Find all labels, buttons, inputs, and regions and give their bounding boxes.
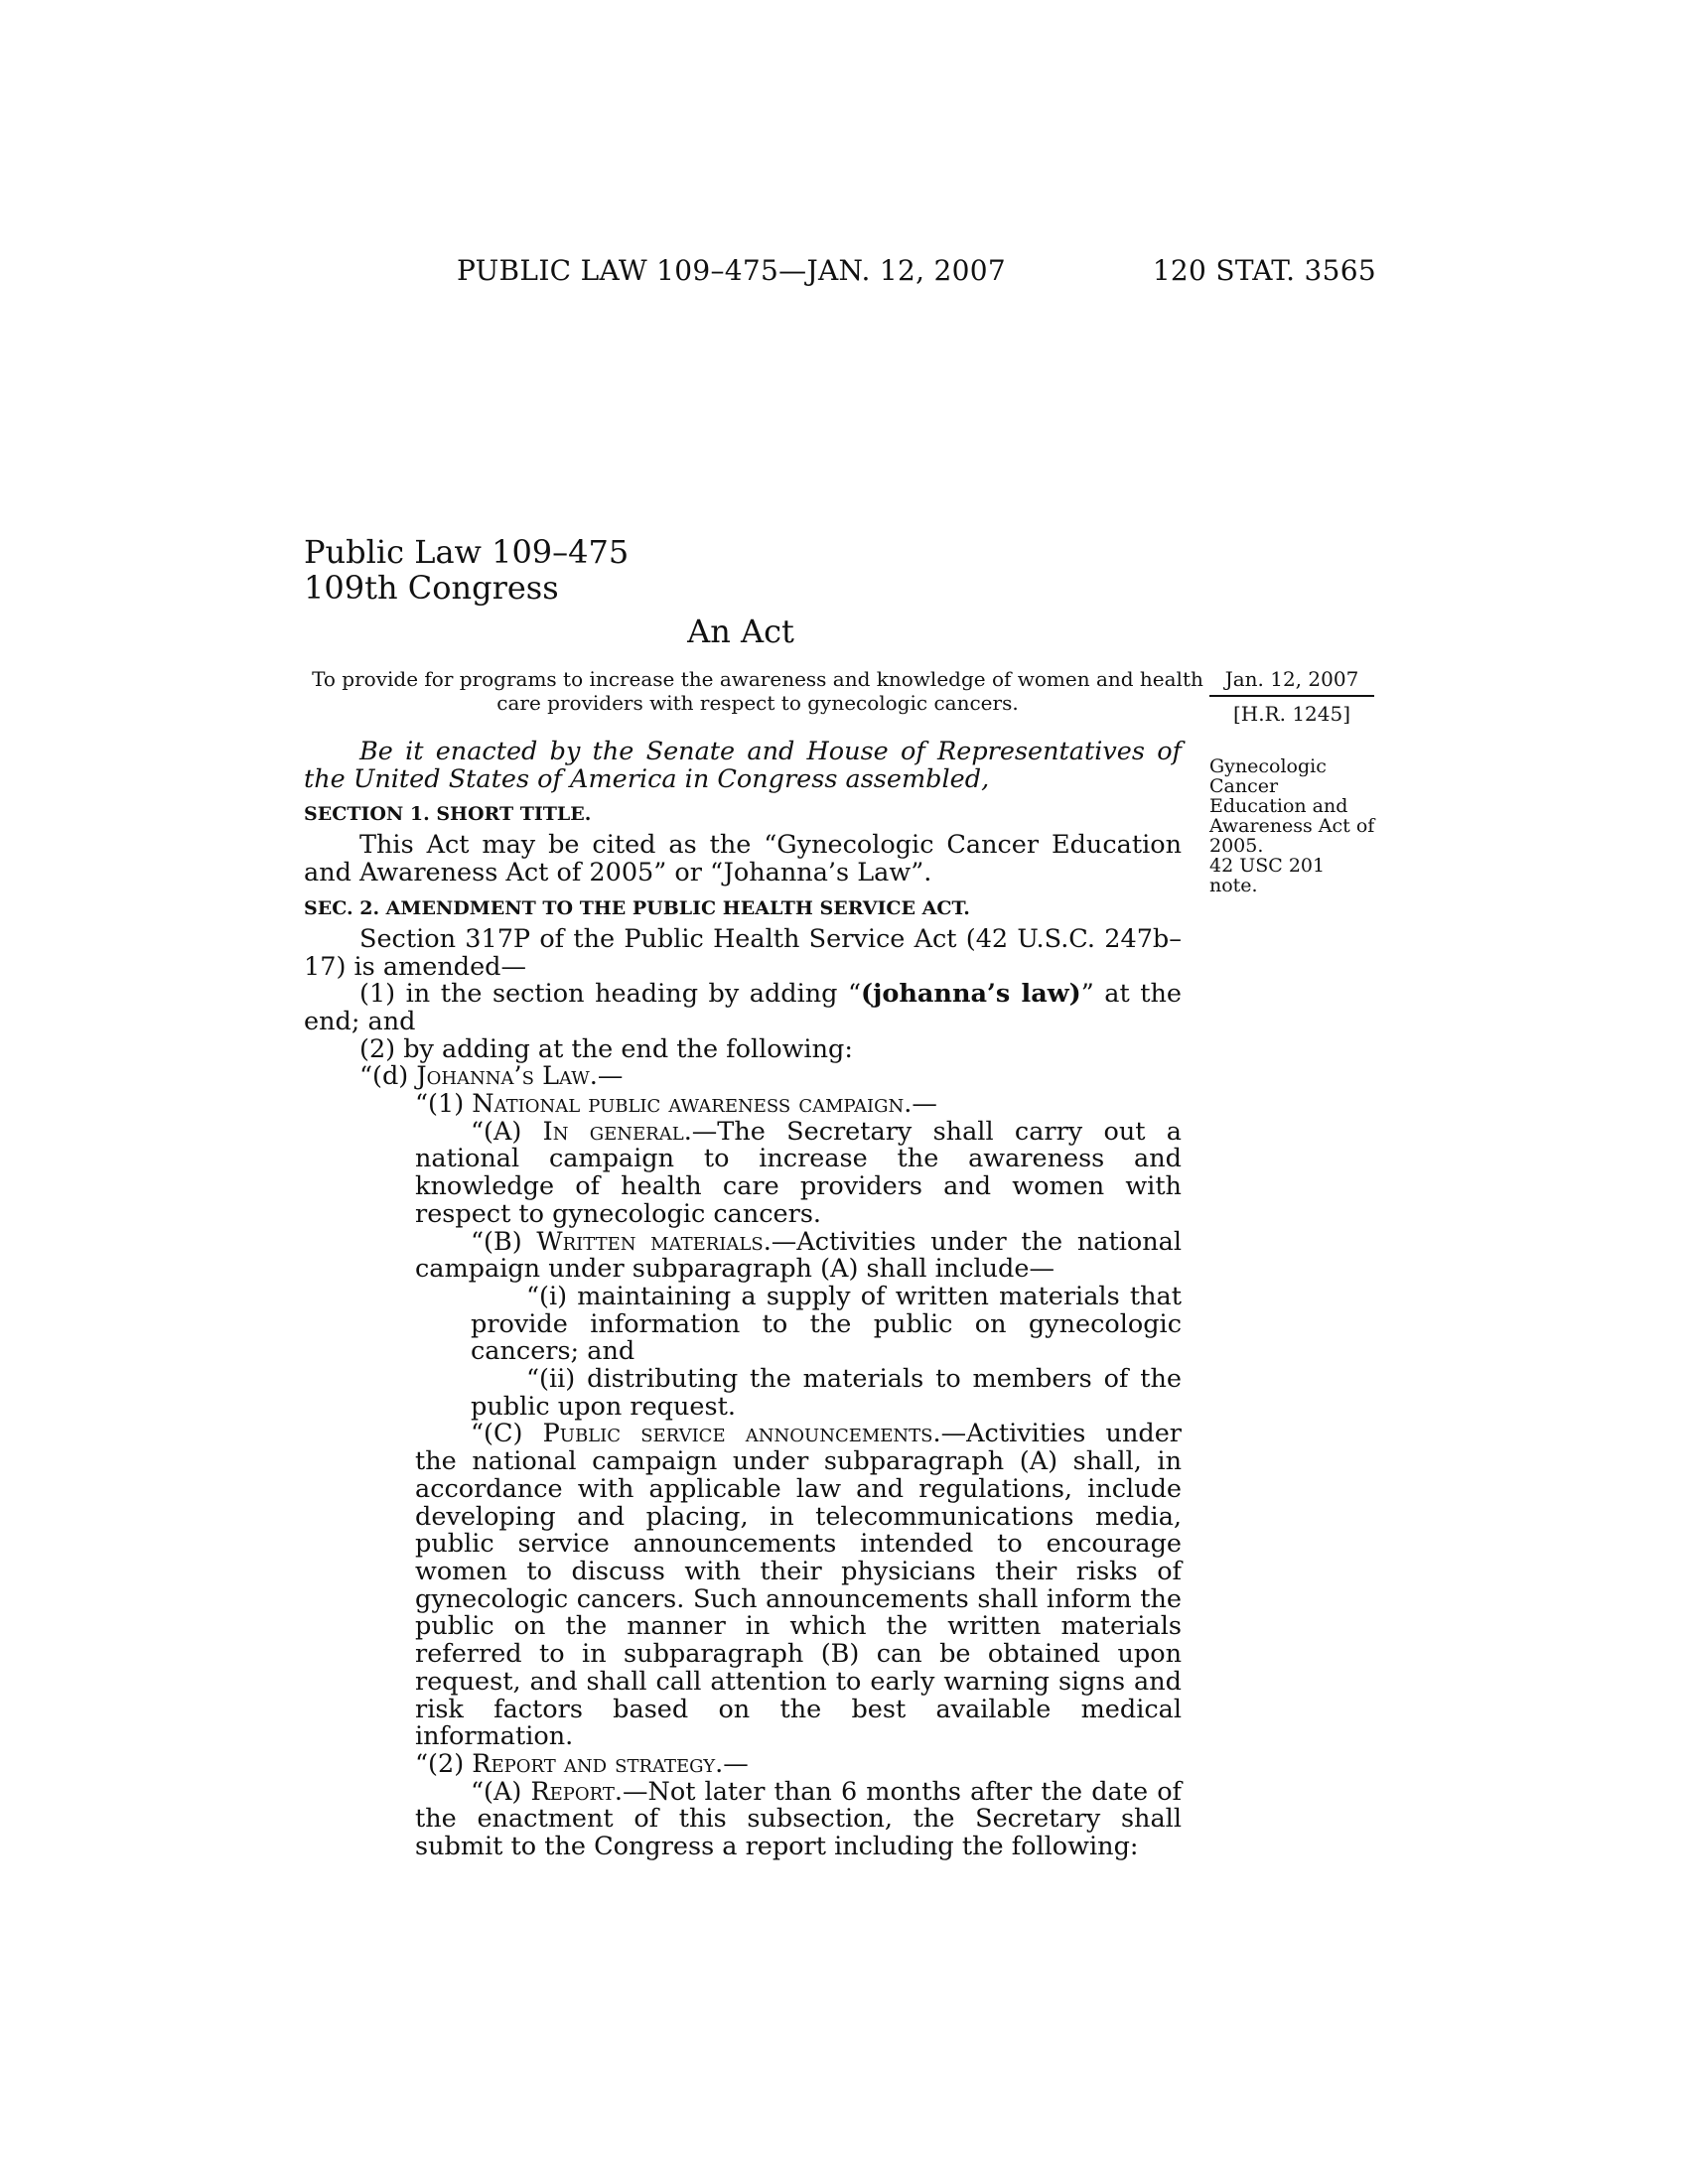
margin-bill-number: [H.R. 1245]	[1232, 702, 1351, 726]
margin-note-line: Gynecologic	[1209, 755, 1327, 777]
clause-ii: “(ii) distributing the materials to members of the public upon request.	[471, 1364, 1182, 1422]
paragraph-2	[304, 1748, 1182, 1779]
paragraph-2-heading: Report and strategy	[472, 1748, 716, 1779]
margin-note-line: Education and	[1209, 795, 1348, 817]
report-heading: Report	[530, 1776, 615, 1807]
subparagraph-a-heading: In general	[542, 1116, 684, 1147]
section-1-heading: SECTION 1. SHORT TITLE.	[304, 803, 592, 826]
margin-note-line: 2005.	[1209, 835, 1264, 857]
margin-note-short-title	[1209, 756, 1378, 895]
subparagraph-a	[304, 1116, 1183, 1229]
report-prefix: “(A)	[471, 1776, 531, 1807]
section-2-heading: SEC. 2. AMENDMENT TO THE PUBLIC HEALTH SERVICE ACT.	[304, 896, 970, 919]
item-1-bold-text: (johanna’s law)	[861, 979, 1081, 1010]
subparagraph-b-text: .—Activities under the national campaign under subparagraph (A) shall include—	[415, 1226, 1182, 1285]
act-body	[304, 739, 1182, 1861]
subparagraph-c-text: .—Activities under the national campaign under subparagraph (A) shall, in accordance with applicable law and regulations, include developing and placing, in telecommunications media, public service announcements intended to encourage women to discuss with their physicians their risks of gynecologic cancers. Such announcements shall inform the public on the manner in which the written materials referred to in subparagraph (B) can be obtained upon request, and shall call attention to early warning signs and risk factors based on the best available medical information.	[415, 1419, 1182, 1752]
section-2-intro: Section 317P of the Public Health Service Act (42 U.S.C. 247b–17) is amended—	[304, 923, 1182, 982]
margin-note-line: Awareness Act of	[1209, 815, 1375, 837]
item-1-text: (1) in the section heading by adding “	[359, 979, 862, 1010]
long-title: To provide for programs to increase the awareness and knowledge of women and health care providers with respect to gynecologic cancers.	[312, 667, 1203, 715]
running-head-page-number: 120 STAT. 3565	[1152, 254, 1376, 287]
law-title-block	[304, 534, 629, 606]
paragraph-2-suffix: .—	[715, 1748, 749, 1779]
report-text: .—Not later than 6 months after the date of the enactment of this subsection, the Secretary shall submit to the Congress a report including the following:	[415, 1776, 1182, 1862]
margin-note-usc: 42 USC 201 note.	[1209, 855, 1326, 896]
subsection-d-prefix: “(d)	[359, 1061, 417, 1092]
clause-i: “(i) maintaining a supply of written materials that provide information to the public on gynecologic cancers; and	[471, 1281, 1182, 1367]
subparagraph-c-heading: Public service announcements	[542, 1419, 933, 1449]
subparagraph-c	[304, 1421, 1182, 1750]
paragraph-1-suffix: .—	[904, 1089, 937, 1120]
subparagraph-b	[304, 1226, 1182, 1285]
subparagraph-b-prefix: “(B)	[471, 1226, 537, 1257]
paragraph-1	[304, 1091, 1182, 1119]
subparagraph-b-heading: Written materials	[536, 1226, 764, 1257]
amendment-item-2: (2) by adding at the end the following:	[359, 1033, 853, 1064]
paragraph-1-prefix: “(1)	[415, 1089, 473, 1120]
subparagraph-a-text: .—The Secretary shall carry out a national campaign to increase the awareness and knowledge of health care providers and women with respect to gynecologic cancers.	[415, 1116, 1183, 1229]
subsection-d-suffix: .—	[589, 1061, 624, 1092]
public-law-number: Public Law 109–475	[304, 533, 630, 571]
margin-date: Jan. 12, 2007	[1224, 667, 1359, 691]
subparagraph-c-prefix: “(C)	[471, 1419, 543, 1449]
congress-number: 109th Congress	[304, 569, 559, 607]
section-1-text: This Act may be cited as the “Gynecologic Cancer Education and Awareness Act of 2005” or “Johanna’s Law”.	[304, 830, 1182, 888]
margin-divider	[1209, 695, 1374, 697]
margin-note-line: Cancer	[1209, 775, 1279, 797]
paragraph-2-prefix: “(2)	[415, 1748, 473, 1779]
act-heading: An Act	[687, 613, 794, 650]
paragraph-1-heading: National public awareness campaign	[472, 1089, 905, 1120]
item-1-text-end: ” at the end; and	[304, 979, 1182, 1036]
running-head-left: PUBLIC LAW 109–475—JAN. 12, 2007	[457, 254, 1006, 287]
subsection-d-heading: Johanna’s Law	[416, 1061, 590, 1092]
enacting-clause: Be it enacted by the Senate and House of Representatives of the United States of America in Congress assembled,	[304, 737, 1182, 794]
amendment-item-1	[304, 981, 1182, 1035]
report-subparagraph-a	[304, 1776, 1182, 1862]
subparagraph-a-prefix: “(A)	[471, 1116, 543, 1147]
subsection-d	[304, 1063, 1182, 1091]
